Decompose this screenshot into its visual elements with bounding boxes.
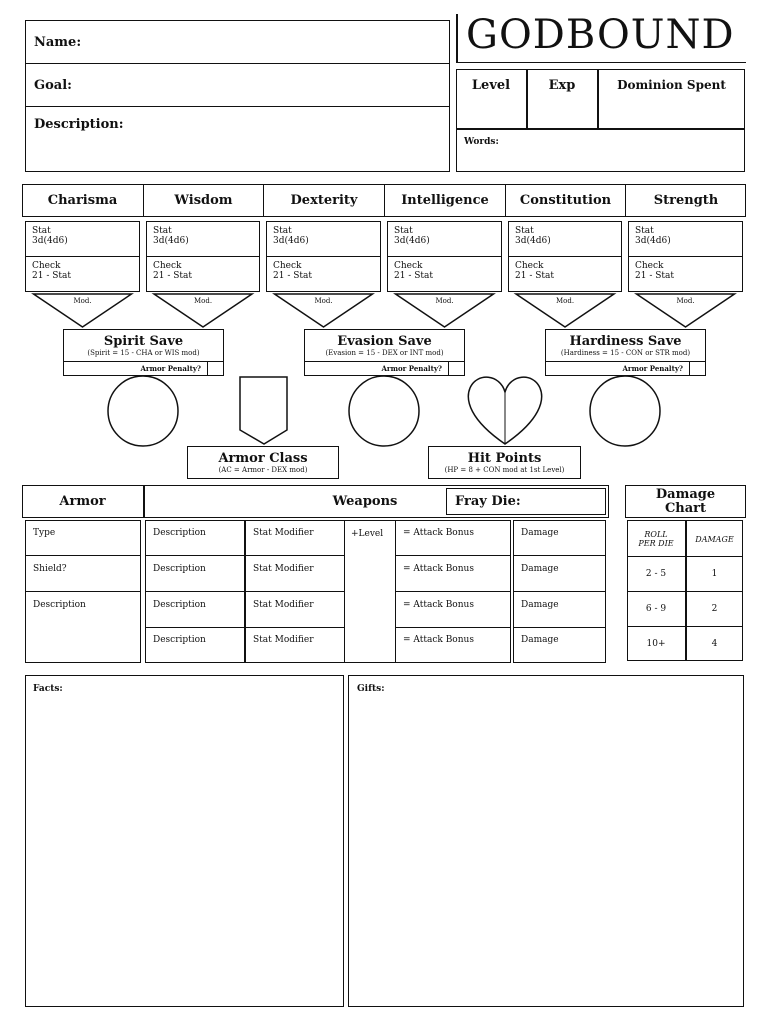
armor-class-box[interactable] [187,446,339,479]
weapon-stat-modifier-cell-label: Stat Modifier [253,600,314,610]
weapon-stat-modifier-cell-label: Stat Modifier [253,564,314,574]
attribute-stat-text: Stat 3d(4d6) [394,226,430,246]
weapon-stat-modifier-cell-label: Stat Modifier [253,635,314,645]
weapon-attack-bonus-cell-label: = Attack Bonus [403,564,474,574]
save-formula: (Spirit = 15 - CHA or WIS mod) [87,348,200,357]
damage-roll-value: 2 - 5 [645,568,667,579]
evasion-save-box[interactable] [304,329,465,362]
attribute-mod-label: Mod. [555,297,575,305]
weapon-damage-cell-label: Damage [521,600,559,610]
weapon-stat-modifier-cell-label: Stat Modifier [253,528,314,538]
attribute-name: Strength [653,193,719,208]
damage-label: DAMAGE [695,534,734,544]
weapon-damage-cell[interactable] [513,520,606,556]
damage-amount-value: 2 [711,603,718,614]
weapon-attack-bonus-cell-label: = Attack Bonus [403,600,474,610]
roll-per-die-label: ROLL PER DIE [638,530,674,548]
damage-roll-value: 6 - 9 [645,603,667,614]
gifts-label: Gifts: [357,684,385,694]
save-formula: (Evasion = 15 - DEX or INT mod) [325,348,444,357]
weapon-description-cell-label: Description [153,564,206,574]
damage-roll-value: 10+ [646,638,666,649]
damage-chart-row [627,591,743,626]
attribute-mod-label: Mod. [435,297,454,305]
weapon-damage-cell[interactable] [513,556,606,592]
armor-shield-label: Shield? [33,564,67,574]
armor-row-description[interactable] [25,592,141,663]
armor-penalty-label: Armor Penalty? [140,364,201,373]
dominion-label: Dominion Spent [617,78,726,92]
hit-points-formula: (HP = 8 + CON mod at 1st Level) [444,465,565,474]
weapon-attack-bonus-cell[interactable] [395,520,511,556]
fray-die-field[interactable] [446,488,606,515]
attribute-stat-text: Stat 3d(4d6) [32,226,68,246]
fray-die-label: Fray Die: [455,494,521,509]
gifts-box[interactable] [348,675,744,1007]
weapon-description-cell[interactable] [145,627,244,663]
attribute-name: Constitution [519,193,612,208]
armor-row-type[interactable] [25,520,141,556]
exp-label: Exp [548,77,576,93]
attribute-check-text: Check 21 - Stat [153,261,192,281]
weapon-attack-bonus-cell-label: = Attack Bonus [403,528,474,538]
attribute-check-text: Check 21 - Stat [32,261,71,281]
spirit-save-circle[interactable] [108,376,178,446]
modifier-triangles [0,0,768,330]
attribute-mod-label: Mod. [676,297,695,305]
weapon-stat-modifier-cell[interactable] [245,592,345,628]
damage-chart-head-roll [627,522,685,556]
attribute-name: Dexterity [290,193,358,208]
facts-label: Facts: [33,684,63,694]
armor-label: Armor [59,494,106,509]
defense-shapes [0,370,768,450]
damage-chart-label: Damage Chart [655,486,716,516]
weapon-attack-bonus-cell[interactable] [395,627,511,663]
evasion-save-circle[interactable] [349,376,419,446]
weapon-damage-cell-label: Damage [521,528,559,538]
weapon-description-cell[interactable] [145,556,244,592]
attribute-check-text: Check 21 - Stat [273,261,312,281]
level-column-label: +Level [351,529,384,539]
damage-amount-value: 1 [711,568,718,579]
attribute-stat-text: Stat 3d(4d6) [153,226,189,246]
weapon-damage-cell-label: Damage [521,635,559,645]
armor-header [22,485,143,518]
attribute-check-text: Check 21 - Stat [635,261,674,281]
hit-points-title: Hit Points [467,450,542,466]
name-label: Name: [34,35,82,50]
page-title: GODBOUND [466,12,735,58]
weapon-description-cell-label: Description [153,528,206,538]
armor-row-shield[interactable] [25,556,141,592]
save-formula: (Hardiness = 15 - CON or STR mod) [560,348,691,357]
weapon-description-cell[interactable] [145,592,244,628]
weapon-damage-cell[interactable] [513,592,606,628]
words-label: Words: [464,137,499,147]
armor-class-formula: (AC = Armor - DEX mod) [218,465,308,474]
weapons-label: Weapons [332,494,398,509]
save-title: Hardiness Save [569,333,682,349]
weapon-stat-modifier-cell[interactable] [245,627,345,663]
armor-description-label: Description [33,600,86,610]
attribute-name: Wisdom [174,193,233,208]
weapon-damage-cell-label: Damage [521,564,559,574]
weapon-description-cell-label: Description [153,635,206,645]
save-title: Evasion Save [337,333,432,349]
description-label: Description: [34,117,124,132]
damage-chart-row [627,626,743,661]
weapon-attack-bonus-cell[interactable] [395,592,511,628]
combat-header-divider [143,485,145,518]
facts-box[interactable] [25,675,344,1007]
weapon-stat-modifier-cell[interactable] [245,520,345,556]
armor-penalty-label: Armor Penalty? [622,364,683,373]
hardiness-save-box[interactable] [545,329,706,362]
save-title: Spirit Save [103,333,184,349]
weapon-attack-bonus-cell-label: = Attack Bonus [403,635,474,645]
damage-chart-header [625,485,746,518]
damage-chart-head-damage [686,522,743,556]
attribute-check-text: Check 21 - Stat [515,261,554,281]
armor-penalty-label: Armor Penalty? [381,364,442,373]
hardiness-save-circle[interactable] [590,376,660,446]
attribute-stat-text: Stat 3d(4d6) [273,226,309,246]
attribute-mod-label: Mod. [193,297,213,305]
attribute-name: Intelligence [401,193,489,208]
spirit-save-box[interactable] [63,329,224,362]
goal-label: Goal: [34,78,72,93]
weapon-description-cell-label: Description [153,600,206,610]
attribute-stat-text: Stat 3d(4d6) [515,226,551,246]
weapon-description-cell[interactable] [145,520,244,556]
weapon-damage-cell[interactable] [513,627,606,663]
shield-icon[interactable] [240,377,287,444]
attribute-stat-text: Stat 3d(4d6) [635,226,671,246]
level-column[interactable] [344,520,396,663]
attribute-check-text: Check 21 - Stat [394,261,433,281]
armor-class-title: Armor Class [218,450,308,466]
attribute-mod-label: Mod. [314,297,333,305]
level-label: Level [471,77,511,93]
weapons-header [290,485,440,518]
attribute-mod-label: Mod. [73,297,92,305]
hit-points-box[interactable] [428,446,581,479]
attribute-name: Charisma [47,193,118,208]
armor-type-label: Type [33,528,56,538]
weapon-attack-bonus-cell[interactable] [395,556,511,592]
weapon-stat-modifier-cell[interactable] [245,556,345,592]
damage-chart-row [627,556,743,591]
damage-amount-value: 4 [711,638,718,649]
